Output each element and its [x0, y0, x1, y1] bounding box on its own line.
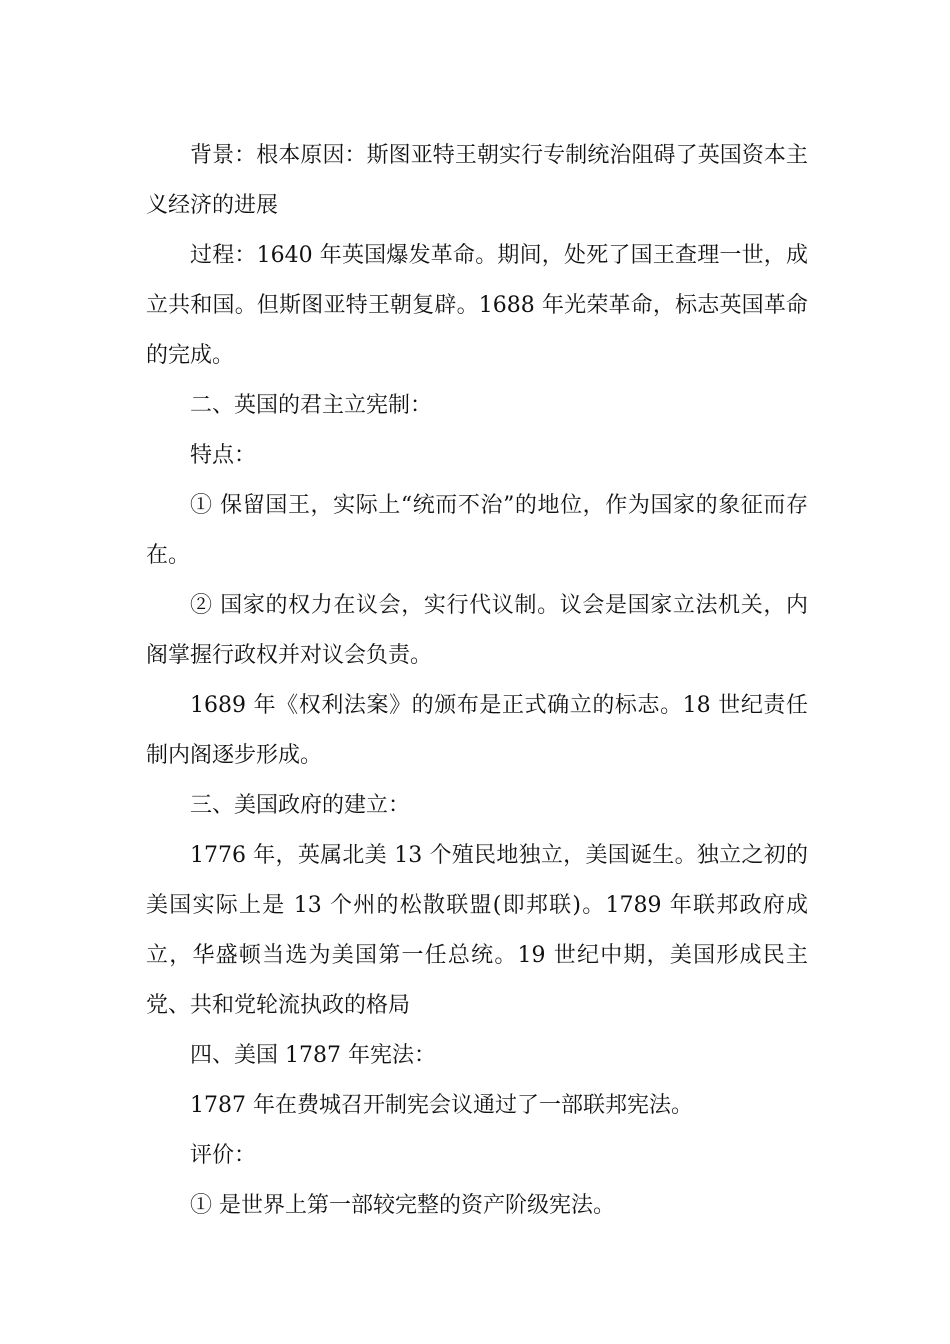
- paragraph-bill-of-rights: 1689 年《权利法案》的颁布是正式确立的标志。18 世纪责任制内阁逐步形成。: [146, 693, 808, 768]
- paragraph-us-founding: 1776 年，英属北美 13 个殖民地独立，美国诞生。独立之初的美国实际上是 13 个州的松散联盟(即邦联)。1789 年联邦政府成立，华盛顿当选为美国第一任总统。19 世纪中期，美国形成民主党、共和党轮流执政的格局: [146, 843, 808, 1018]
- paragraph-process: 过程：1640 年英国爆发革命。期间，处死了国王查理一世，成立共和国。但斯图亚特王朝复辟。1688 年光荣革命，标志英国革命的完成。: [146, 243, 808, 368]
- paragraph-background: 背景：根本原因：斯图亚特王朝实行专制统治阻碍了英国资本主义经济的进展: [146, 143, 808, 218]
- paragraph-constitutional-convention: 1787 年在费城召开制宪会议通过了一部联邦宪法。: [190, 1093, 693, 1118]
- document-body: [146, 131, 808, 1231]
- section-heading-us-constitution: 四、美国 1787 年宪法：: [190, 1043, 436, 1068]
- list-item-feature-2: ② 国家的权力在议会，实行代议制。议会是国家立法机关，内阁掌握行政权并对议会负责。: [146, 593, 808, 668]
- section-heading-us-government: 三、美国政府的建立：: [190, 793, 411, 818]
- paragraph-features-label: 特点：: [190, 443, 257, 468]
- list-item-evaluation-1: ① 是世界上第一部较完整的资产阶级宪法。: [190, 1193, 615, 1218]
- section-heading-british-constitutional-monarchy: 二、英国的君主立宪制：: [190, 393, 433, 418]
- list-item-feature-1: ① 保留国王，实际上“统而不治”的地位，作为国家的象征而存在。: [146, 493, 808, 568]
- paragraph-evaluation-label: 评价：: [190, 1143, 257, 1168]
